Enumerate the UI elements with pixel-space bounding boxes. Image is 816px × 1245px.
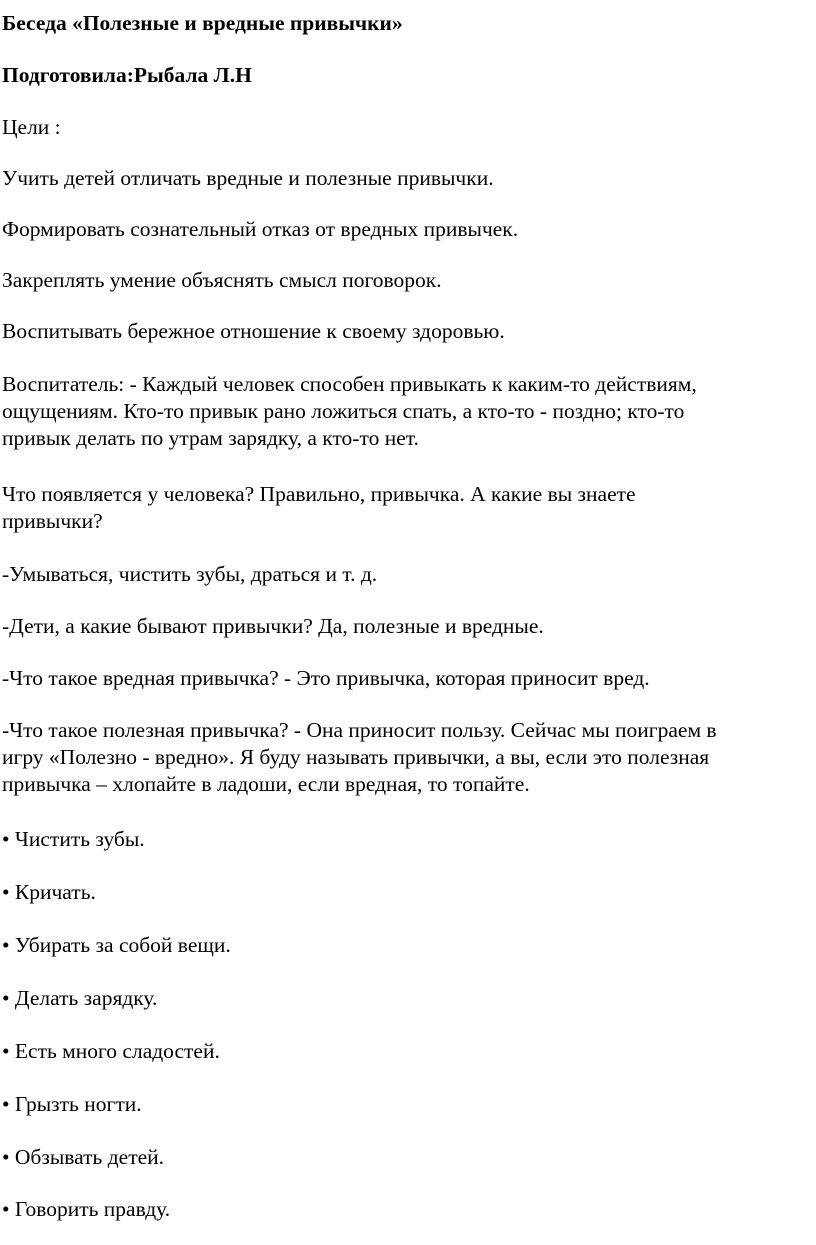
bullet-item: • Говорить правду. (2, 1197, 171, 1221)
document-title: Беседа «Полезные и вредные привычки» (2, 11, 403, 35)
bullet-item: • Обзывать детей. (2, 1145, 165, 1169)
goal-item: Закреплять умение объяснять смысл поговорок. (2, 268, 442, 292)
paragraph-line: игру «Полезно - вредно». Я буду называть привычки, а вы, если это полезная (2, 745, 710, 769)
bullet-item: • Грызть ногти. (2, 1092, 142, 1116)
paragraph-line: -Умываться, чистить зубы, драться и т. д. (2, 562, 378, 586)
goals-heading: Цели : (2, 115, 61, 139)
bullet-item: • Делать зарядку. (2, 986, 158, 1010)
bullet-item: • Чистить зубы. (2, 827, 145, 851)
paragraph-line: Воспитатель: - Каждый человек способен привыкать к каким-то действиям, (2, 372, 697, 396)
paragraph-line: -Дети, а какие бывают привычки? Да, полезные и вредные. (2, 614, 544, 638)
paragraph-line: ощущениям. Кто-то привык рано ложиться спать, а кто-то - поздно; кто-то (2, 399, 685, 423)
paragraph-line: -Что такое полезная привычка? - Она приносит пользу. Сейчас мы поиграем в (2, 718, 717, 742)
goal-item: Формировать сознательный отказ от вредных привычек. (2, 217, 519, 241)
paragraph-line: привычки? (2, 509, 103, 533)
goal-item: Воспитывать бережное отношение к своему здоровью. (2, 319, 505, 343)
bullet-item: • Кричать. (2, 880, 96, 904)
document-author: Подготовила:Рыбала Л.Н (2, 63, 252, 87)
paragraph-line: привык делать по утрам зарядку, а кто-то нет. (2, 426, 419, 450)
goal-item: Учить детей отличать вредные и полезные привычки. (2, 166, 494, 190)
paragraph-line: привычка – хлопайте в ладоши, если вредная, то топайте. (2, 772, 530, 796)
bullet-item: • Есть много сладостей. (2, 1039, 220, 1063)
paragraph-line: Что появляется у человека? Правильно, привычка. А какие вы знаете (2, 482, 636, 506)
bullet-item: • Убирать за собой вещи. (2, 933, 231, 957)
paragraph-line: -Что такое вредная привычка? - Это привычка, которая приносит вред. (2, 666, 650, 690)
